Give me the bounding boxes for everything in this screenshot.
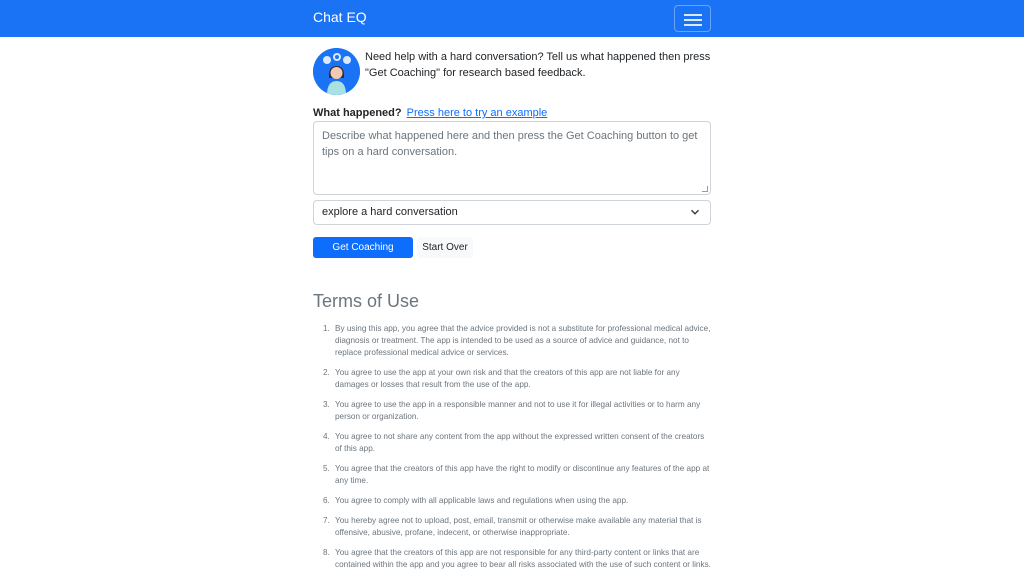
- terms-item: 8. You agree that the creators of this app are not responsible for any third-party content or links that are contained within the app and you agree to bear all risks associated with the use of such content or links.: [323, 548, 711, 569]
- mode-select-value: explore a hard conversation: [322, 206, 458, 218]
- chevron-down-icon: [690, 207, 700, 217]
- form-label-row: [313, 107, 547, 119]
- get-coaching-button[interactable]: Get Coaching: [313, 237, 413, 258]
- resize-handle-icon[interactable]: [702, 186, 708, 192]
- hamburger-menu-button[interactable]: [674, 5, 711, 32]
- intro-text: Need help with a hard conversation? Tell us what happened then press "Get Coaching" for research based feedback.: [365, 51, 711, 79]
- terms-item: 3. You agree to use the app in a responsible manner and not to use it for illegal activities or to harm any person or organization.: [323, 400, 701, 421]
- terms-item: 2. You agree to use the app at your own risk and that the creators of this app are not liable for any damages or losses that result from the use of the app.: [323, 368, 680, 389]
- terms-list: [313, 323, 711, 576]
- what-happened-textarea[interactable]: [313, 121, 711, 195]
- textarea-placeholder: Describe what happened here and then press the Get Coaching button to get tips on a hard conversation.: [322, 130, 698, 158]
- navbar: [0, 0, 1024, 37]
- terms-item: 4. You agree to not share any content from the app without the expressed written consent of the creators of this app.: [323, 432, 705, 453]
- terms-item: 7. You hereby agree not to upload, post, email, transmit or otherwise make available any material that is offensive, abusive, profane, indecent, or otherwise inappropriate.: [323, 516, 702, 537]
- terms-item: 6. You agree to comply with all applicable laws and regulations when using the app.: [323, 496, 629, 505]
- start-over-button[interactable]: Start Over: [417, 237, 473, 258]
- example-link[interactable]: Press here to try an example: [406, 107, 548, 119]
- terms-item: 5. You agree that the creators of this app have the right to modify or discontinue any features of the app at any time.: [323, 464, 710, 485]
- coach-avatar-icon: [313, 48, 360, 95]
- what-happened-label: What happened?: [313, 107, 402, 119]
- hamburger-menu-icon: [684, 14, 702, 16]
- brand-title[interactable]: Chat EQ: [313, 9, 367, 25]
- terms-item: 1. By using this app, you agree that the advice provided is not a substitute for professional medical advice, diagnosis or treatment. The app is intended to be used as a source of advice and guidance, not to replace professional medical advice or services.: [323, 324, 711, 357]
- mode-select[interactable]: [313, 200, 711, 225]
- terms-title: Terms of Use: [313, 291, 420, 311]
